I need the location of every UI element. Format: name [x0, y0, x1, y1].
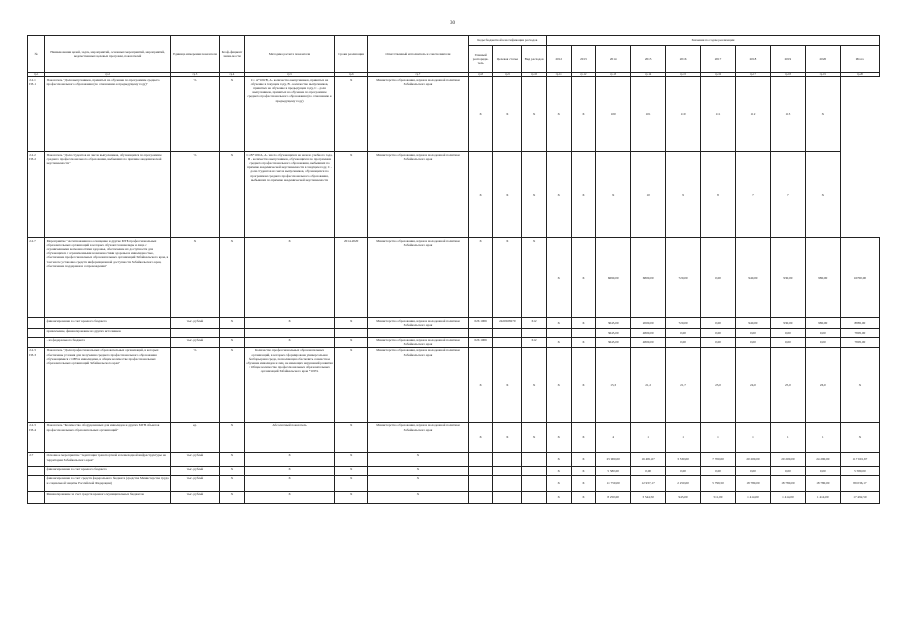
row-expense-type: X [522, 347, 547, 422]
table-body [28, 77, 880, 503]
row-name: Показатель "Доля профессиональных образовательных организаций, в которых обеспечены условия для получения среднего профессионального образования обучающимися с ОВЗ и инвалидами, в общем количестве профессиональных образовательных организаций Забайкальского края" [45, 347, 170, 422]
row-year-value: 10 [631, 152, 666, 238]
row-year-value: 25,0 [770, 347, 805, 422]
column-index: гр.17 [735, 73, 770, 77]
row-method: X [244, 238, 334, 318]
row-total-value: X [840, 347, 879, 422]
row-target-article: X [493, 422, 522, 452]
row-unit: тыс. рублей [170, 466, 219, 475]
row-number [28, 491, 45, 503]
row-period: 2014-2020 [335, 238, 368, 318]
header-year: 2016 [666, 46, 701, 73]
header-year: 2019 [770, 46, 805, 73]
row-period: X [335, 347, 368, 422]
row-name: финансирование за счет краевого бюджета [45, 318, 170, 328]
row-year-value: 11 750,00 [596, 475, 631, 491]
row-executor: Министерство образования, науки и молодежной политики Забайкальского края [368, 337, 469, 347]
row-year-value: X [546, 347, 571, 422]
row-method: X [244, 491, 334, 503]
row-year-value: X [571, 422, 596, 452]
row-period: X [335, 337, 368, 347]
row-name: Показатель "Доля выпускников, принятых на обучение по программам среднего профессионального образования (по отношению к предыдущему году)" [45, 77, 170, 152]
table-row [28, 466, 880, 475]
row-year-value: 18 780,00 [805, 475, 840, 491]
column-index: гр.14 [631, 73, 666, 77]
row-year-value: 7 [770, 152, 805, 238]
row-target-article [493, 328, 522, 337]
row-name: Основное мероприятие "Адаптация транспортной и пешеходной инфраструктуры на территории Забайкальского края" [45, 452, 170, 466]
row-coef: X [220, 491, 245, 503]
row-year-value: 4800,00 [631, 337, 666, 347]
row-method [244, 328, 334, 337]
row-unit: тыс. рублей [170, 337, 219, 347]
header-grbs: Главный распоряди-тель [468, 46, 493, 73]
row-year-value: 0,00 [770, 337, 805, 347]
row-coef: X [220, 238, 245, 318]
row-executor: Министерство образования, науки и молодежной политики Забайкальского края [368, 318, 469, 328]
row-period: X [335, 452, 368, 466]
row-year-value: 3 544,50 [631, 491, 666, 503]
row-total-value: 5 580,00 [840, 466, 879, 475]
row-method: Абсолютный показатель [244, 422, 334, 452]
row-period: X [335, 491, 368, 503]
row-number: 2.7 [28, 452, 45, 466]
row-year-value: 930,00 [770, 318, 805, 328]
table-row [28, 152, 880, 238]
row-unit: тыс. рублей [170, 475, 219, 491]
row-year-value: X [546, 422, 571, 452]
row-year-value: 16 481,67 [631, 452, 666, 466]
row-number: 2.2.7 [28, 238, 45, 318]
row-year-value: X [546, 491, 571, 503]
row-executor: X [368, 452, 469, 466]
header-yearly-values: Значения по годам реализации [546, 36, 879, 46]
header-year: 2018 [735, 46, 770, 73]
column-index: гр.6 [335, 73, 368, 77]
row-name: - из федерального бюджета [45, 337, 170, 347]
row-total-value: X [840, 422, 879, 452]
row-total-value: X [805, 152, 840, 238]
row-target-article: 2420028270 [493, 318, 522, 328]
row-grbs: X [468, 422, 493, 452]
table-row [28, 337, 880, 347]
row-method: X [244, 452, 334, 466]
row-year-value: 0,00 [701, 318, 736, 328]
row-name: финансирование за счет средств федерального бюджета (средства Министерства труда и социальной защиты Российской Федерации) [45, 475, 170, 491]
header-year: 2017 [701, 46, 736, 73]
row-year-value: 21,7 [666, 347, 701, 422]
row-year-value: X [571, 318, 596, 328]
column-index: гр.9 [493, 73, 522, 77]
row-period: X [335, 422, 368, 452]
header-no: № [28, 36, 45, 73]
row-year-value: X [571, 238, 596, 318]
row-year-value: 7 [735, 152, 770, 238]
row-method: X [244, 475, 334, 491]
row-unit [170, 328, 219, 337]
row-grbs [468, 475, 493, 491]
row-year-value: 100 [596, 77, 631, 152]
row-executor: X [368, 491, 469, 503]
row-year-value: X [546, 337, 571, 347]
row-year-value: 945,00 [666, 491, 701, 503]
row-total-value: 7805,00 [840, 328, 879, 337]
row-year-value: X [596, 152, 631, 238]
row-target-article [493, 475, 522, 491]
column-index: гр.20 [840, 73, 879, 77]
row-coef: X [220, 475, 245, 491]
row-year-value: 1 414,00 [805, 491, 840, 503]
row-grbs [468, 328, 493, 337]
row-total-value: 89 036,17 [840, 475, 879, 491]
row-target-article [493, 466, 522, 475]
row-grbs [468, 466, 493, 475]
table-row [28, 347, 880, 422]
row-grbs: X [468, 152, 493, 238]
row-expense-type [522, 328, 547, 337]
row-grbs [468, 452, 493, 466]
row-year-value: 0,00 [666, 337, 701, 347]
row-year-value: 18 780,00 [770, 475, 805, 491]
row-year-value: X [546, 77, 571, 152]
table-row [28, 328, 880, 337]
row-year-value: 20 200,00 [770, 452, 805, 466]
row-coef [220, 328, 245, 337]
row-year-value: 0,00 [805, 328, 840, 337]
program-indicators-table [27, 35, 880, 504]
row-total-value: 17 492,50 [840, 491, 879, 503]
row-year-value: 0,00 [735, 328, 770, 337]
row-unit: ед. [170, 422, 219, 452]
row-method: X [244, 466, 334, 475]
row-executor: Министерство образования, науки и молодежной политики Забайкальского края [368, 77, 469, 152]
row-year-value: 1 [735, 422, 770, 452]
row-year-value: 930,00 [770, 238, 805, 318]
column-index: гр.15 [666, 73, 701, 77]
row-target-article: X [493, 238, 522, 318]
column-index: гр.1 [28, 73, 45, 77]
row-period: X [335, 152, 368, 238]
row-year-value: 940,00 [735, 318, 770, 328]
row-name: Мероприятие "Ассигнования на оснащение и другие МТБ профессиональных образовательных организаций в которых обучаются инвалиды и лица с ограниченными возможностями здоровья, обеспечение их доступности для обучающихся с ограниченными возможностями здоровья и инвалидностью, обеспечение профессиональных образовательных организаций Забайкальского края, в том числе установка средств информационной доступности Забайкальского края, обеспечение поддержки и сопровождения" [45, 238, 170, 318]
row-unit: % [170, 347, 219, 422]
header-expense-type: Вид расходов [522, 46, 547, 73]
row-year-value: 111 [701, 77, 736, 152]
row-expense-type [522, 452, 547, 466]
row-total-value: 8885,00 [840, 318, 879, 328]
row-year-value: 112 [735, 77, 770, 152]
row-grbs: 026 1006 [468, 337, 493, 347]
row-year-value: 0,00 [805, 337, 840, 347]
header-name: Наименования целей, задач, мероприятий, основных мероприятий, мероприятий, ведомственных целевых программ, показателей [45, 36, 170, 73]
row-number [28, 328, 45, 337]
table-row [28, 491, 880, 503]
row-unit: % [170, 77, 219, 152]
row-coef: X [220, 347, 245, 422]
column-index: гр.2 [45, 73, 170, 77]
row-number [28, 318, 45, 328]
column-index: гр.12 [571, 73, 596, 77]
row-year-value: X [546, 452, 571, 466]
row-target-article [493, 337, 522, 347]
column-index: гр.11 [546, 73, 571, 77]
row-number: 2.2.1 ПЗ-1 [28, 77, 45, 152]
row-method: X [244, 318, 334, 328]
row-year-value: 0,00 [701, 328, 736, 337]
row-year-value: 0,00 [735, 337, 770, 347]
table-row [28, 422, 880, 452]
row-year-value: 101 [631, 77, 666, 152]
row-unit: тыс. рублей [170, 452, 219, 466]
row-unit: тыс. рублей [170, 491, 219, 503]
header-unit: Единица измерения показателя [170, 36, 219, 73]
row-year-value: 113 [770, 77, 805, 152]
row-method: С= А*100/В, А- количество выпускников, принятых на обучение в текущем году, В - количество выпускников, принятых на обучение в предыдущем году, С - доля выпускников, принятых на обучение по программам среднего профессионального образования (по отношению к предыдущему году) [244, 77, 334, 152]
row-year-value: 0,00 [701, 238, 736, 318]
row-executor: Министерство образования, науки и молодежной политики Забайкальского края [368, 238, 469, 318]
row-year-value: 0,00 [666, 328, 701, 337]
column-index: гр.7 [368, 73, 469, 77]
row-executor: Министерство образования, науки и молодежной политики Забайкальского края [368, 347, 469, 422]
row-expense-type [522, 475, 547, 491]
header-budget-codes: Коды бюджетной классификации расходов [468, 36, 546, 46]
table-row [28, 238, 880, 318]
row-target-article [493, 452, 522, 466]
row-year-value: X [571, 347, 596, 422]
row-expense-type: X [522, 152, 547, 238]
row-year-value: X [546, 238, 571, 318]
row-year-value: 5 799,50 [701, 475, 736, 491]
header-target-article: Целевая статья [493, 46, 522, 73]
row-year-value: 1 414,00 [735, 491, 770, 503]
row-year-value: 1 [701, 422, 736, 452]
row-period: X [335, 475, 368, 491]
column-index: гр.16 [701, 73, 736, 77]
header-year: 2015 [631, 46, 666, 73]
row-grbs: X [468, 347, 493, 422]
row-year-value: 0,00 [701, 466, 736, 475]
row-year-value: 7 700,00 [701, 452, 736, 466]
header-method: Методика расчета показателя [244, 36, 334, 73]
page-number: 30 [450, 21, 455, 26]
row-year-value: 6800,00 [631, 238, 666, 318]
row-period [335, 328, 368, 337]
table-row [28, 475, 880, 491]
column-index: гр.4 [220, 73, 245, 77]
row-method: С=В*100/А, А- число обучающихся на начало учебного года, В - количество выпускников, обучающихся по программам среднего профессионального образования, выбывших по причине академической неуспеваемости в текущем году, С - доля студентов из числа выпускников, обучающихся по программам среднего профессионального образования, выбывших по причине академической неуспеваемости [244, 152, 334, 238]
row-executor: X [368, 466, 469, 475]
row-year-value: X [571, 337, 596, 347]
row-grbs: X [468, 238, 493, 318]
row-year-value: 23,0 [701, 347, 736, 422]
row-name: финансирование за счет краевого бюджета [45, 466, 170, 475]
header-coef: Коэф-фициент значи-мости [220, 36, 245, 73]
row-year-value: 0,00 [666, 466, 701, 475]
row-year-value: 2000,00 [631, 318, 666, 328]
row-year-value: 8 250,00 [596, 491, 631, 503]
row-total-value: 7805,00 [840, 337, 879, 347]
header-total: Итого [840, 46, 879, 73]
row-total-value: 16700,00 [840, 238, 879, 318]
row-target-article [493, 491, 522, 503]
row-number: 2.2.3 ПЗ-4 [28, 422, 45, 452]
row-target-article: X [493, 347, 522, 422]
row-year-value: 25 900,00 [596, 452, 631, 466]
column-index: гр.3 [170, 73, 219, 77]
row-executor: Министерство образования, науки и молодежной политики Забайкальского края [368, 422, 469, 452]
header-executor: Ответственный исполнитель и соисполнители [368, 36, 469, 73]
column-index: гр.13 [596, 73, 631, 77]
row-year-value: 0,00 [770, 328, 805, 337]
header-year: 2014 [596, 46, 631, 73]
row-year-value: X [571, 152, 596, 238]
row-year-value: 0,00 [701, 337, 736, 347]
row-coef: X [220, 77, 245, 152]
row-coef: X [220, 422, 245, 452]
row-coef: X [220, 452, 245, 466]
row-year-value: X [546, 475, 571, 491]
row-year-value: X [571, 475, 596, 491]
row-year-value: 24,0 [735, 347, 770, 422]
row-name: Показатель "Доля студентов из числа выпускников, обучающихся по программам среднего профессионального образования, выбывших по причине академической неуспеваемости" [45, 152, 170, 238]
table-row [28, 452, 880, 466]
column-index: гр.5 [244, 73, 334, 77]
row-coef: X [220, 152, 245, 238]
row-number: 2.2.3 ПЗ-3 [28, 347, 45, 422]
row-year-value: 110 [666, 77, 701, 152]
row-year-value: 8 [701, 152, 736, 238]
table-header [28, 36, 880, 77]
row-year-value: 0,00 [805, 466, 840, 475]
table-row [28, 77, 880, 152]
row-grbs [468, 491, 493, 503]
row-grbs: X [468, 77, 493, 152]
row-coef: X [220, 337, 245, 347]
row-year-value: 12 937,17 [631, 475, 666, 491]
row-year-value: 15,3 [596, 347, 631, 422]
row-year-value: 6690,00 [596, 238, 631, 318]
row-coef: X [220, 318, 245, 328]
row-number: 2.2.2 ПЗ-2 [28, 152, 45, 238]
row-year-value: 5 580,00 [596, 466, 631, 475]
row-coef: X [220, 466, 245, 475]
row-expense-type: X [522, 422, 547, 452]
row-year-value: 3 530,00 [666, 452, 701, 466]
row-name: Финансирование за счет средств краевого муниципальных бюджетов [45, 491, 170, 503]
row-year-value: 3645,00 [596, 328, 631, 337]
row-grbs: 026 1006 [468, 318, 493, 328]
row-year-value: X [571, 466, 596, 475]
row-year-value: X [571, 452, 596, 466]
row-year-value: 1 [770, 422, 805, 452]
row-period: X [335, 318, 368, 328]
row-total-value: 117 601,67 [840, 452, 879, 466]
row-year-value: 18 780,00 [735, 475, 770, 491]
row-target-article: X [493, 77, 522, 152]
row-year-value: X [546, 466, 571, 475]
row-year-value [571, 328, 596, 337]
row-number [28, 337, 45, 347]
header-year: 2012 [546, 46, 571, 73]
row-year-value: 0,00 [770, 466, 805, 475]
row-year-value: 4 [596, 422, 631, 452]
column-index: гр.19 [805, 73, 840, 77]
row-year-value: 4800,00 [631, 328, 666, 337]
row-year-value: 0,00 [631, 466, 666, 475]
row-expense-type: X [522, 77, 547, 152]
row-target-article: X [493, 152, 522, 238]
header-year: 2013 [571, 46, 596, 73]
row-period: X [335, 466, 368, 475]
row-unit: % [170, 152, 219, 238]
table-row [28, 318, 880, 328]
column-index: гр.8 [468, 73, 493, 77]
row-year-value: 1 [666, 422, 701, 452]
row-year-value: 9 [666, 152, 701, 238]
row-year-value: 1 [805, 422, 840, 452]
row-year-value: 26,0 [805, 347, 840, 422]
row-year-value: 3645,00 [596, 337, 631, 347]
header-period: Сроки реализации [335, 36, 368, 73]
row-year-value: X [546, 318, 571, 328]
row-year-value: 980,00 [805, 238, 840, 318]
column-index: гр.18 [770, 73, 805, 77]
row-name: привлечение, финансирование из других источников [45, 328, 170, 337]
row-year-value: 720,00 [666, 238, 701, 318]
row-number [28, 466, 45, 475]
row-period: X [335, 77, 368, 152]
row-name: Показатель "Количество оборудованных для инвалидов и других МГН объектов профессиональных образовательных организаций" [45, 422, 170, 452]
row-year-value: 21,2 [631, 347, 666, 422]
row-expense-type: X [522, 238, 547, 318]
row-executor [368, 328, 469, 337]
row-method: X [244, 337, 334, 347]
row-unit: X [170, 238, 219, 318]
row-year-value: 1 414,00 [770, 491, 805, 503]
row-executor: X [368, 475, 469, 491]
row-executor: Министерство образования, науки и молодежной политики Забайкальского края [368, 152, 469, 238]
row-year-value: 24 290,00 [805, 452, 840, 466]
row-expense-type: 612 [522, 337, 547, 347]
row-expense-type [522, 491, 547, 503]
row-year-value: 1 [631, 422, 666, 452]
row-year-value: 3045,00 [596, 318, 631, 328]
row-year-value: 511,00 [701, 491, 736, 503]
row-unit: тыс. рублей [170, 318, 219, 328]
row-year-value: X [571, 491, 596, 503]
row-year-value: 0,00 [735, 466, 770, 475]
row-total-value: X [805, 77, 840, 152]
row-year-value: X [571, 77, 596, 152]
row-year-value: 2 250,00 [666, 475, 701, 491]
row-expense-type: 612 [522, 318, 547, 328]
row-year-value: 20 200,00 [735, 452, 770, 466]
column-index: гр.10 [522, 73, 547, 77]
row-number [28, 475, 45, 491]
row-expense-type [522, 466, 547, 475]
row-year-value: 980,00 [805, 318, 840, 328]
row-year-value: 940,00 [735, 238, 770, 318]
row-year-value: 720,00 [666, 318, 701, 328]
row-year-value: X [546, 152, 571, 238]
row-year-value [546, 328, 571, 337]
row-method: Количество профессиональных образовательных организаций, в которых сформирована универсальная безбарьерная среда, позволяющая обеспечить совместное обучение инвалидов и лиц, не имеющих нарушений развития / Общее количество профессиональных образовательных организаций Забайкальского края *100% [244, 347, 334, 422]
header-year: 2020 [805, 46, 840, 73]
